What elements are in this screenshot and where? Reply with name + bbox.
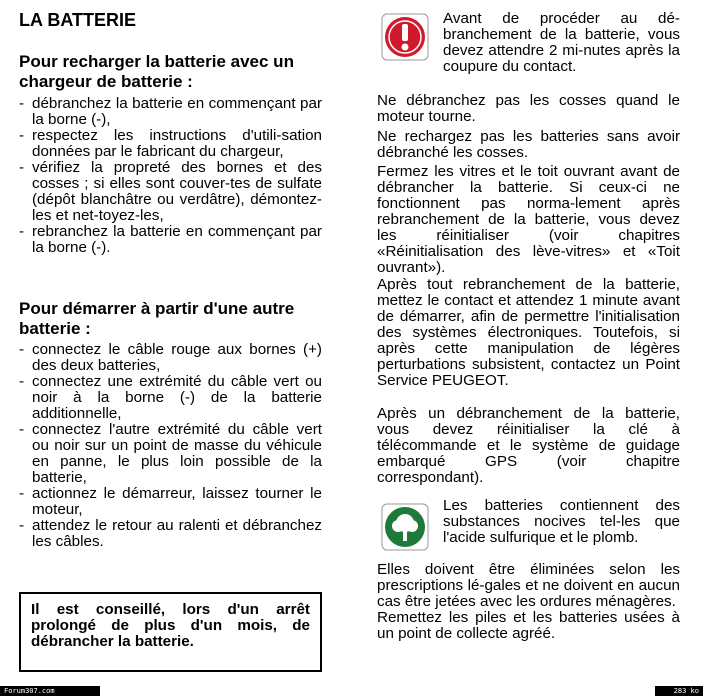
paragraph: Ne rechargez pas les batteries sans avoir débranché les cosses. [377,128,680,161]
list-item: - attendez le retour au ralenti et débranchez les câbles. [19,518,322,550]
list-item: - respectez les instructions d'utili-sation données par le fabricant du chargeur, [19,128,322,160]
list-item: - débranchez la batterie en commençant par la borne (-), [19,96,322,128]
environment-text-intro: Les batteries contiennent des substances nocives tel-les que l'acide sulfurique et le plomb. [443,497,680,546]
list-item: - actionnez le démarreur, laissez tourner le moteur, [19,486,322,518]
list-item: - connectez l'autre extrémité du câble vert ou noir sur un point de masse du véhicule en panne, le plus loin possible de la batterie, [19,422,322,486]
advice-box: Il est conseillé, lors d'un arrêt prolongé de plus d'un mois, de débrancher la batterie. [19,592,322,672]
warning-icon [380,12,430,62]
paragraph: Après un débranchement de la batterie, vous devez réinitialiser la clé à télécommande et le système de guidage embarqué GPS (voir chapitre correspondant). [377,405,680,486]
footer-source: Forum307.com [0,686,100,696]
warning-text: Avant de procéder au dé-branchement de la batterie, vous devez attendre 2 mi-nutes après la coupure du contact. [443,10,680,75]
environment-recycling-text: Remettez les piles et les batteries usées à un point de collecte agréé. [377,609,680,642]
list-item: - rebranchez la batterie en commençant par la borne (-). [19,224,322,256]
environment-tree-icon [380,502,430,552]
list-item: - vérifiez la propreté des bornes et des cosses ; si elles sont couver-tes de sulfate (dépôt blanchâtre ou verdâtre), démontez-les et net-toyez-les, [19,160,322,224]
paragraph: Ne débranchez pas les cosses quand le moteur tourne. [377,92,680,125]
boost-steps-list [19,342,322,550]
paragraph: Après tout rebranchement de la batterie, mettez le contact et attendez 1 minute avant de démarrer, afin de permettre l'initialisation des systèmes électroniques. Toutefois, si après cette manipulation de légères perturbations subsistent, contactez un Point Service PEUGEOT. [377,276,680,389]
paragraph: Fermez les vitres et le toit ouvrant avant de débrancher la batterie. Si ceux-ci ne fonctionnent pas norma-lement après rebranchement de la batterie, vous devez les réinitialiser (voir chapitres «Réinitialisation des lève-vitres» et «Toit ouvrant»). [377,163,680,276]
page-title: LA BATTERIE [19,10,136,30]
footer-size: 283 ko [655,686,703,696]
list-item: - connectez le câble rouge aux bornes (+) des deux batteries, [19,342,322,374]
list-item: - connectez une extrémité du câble vert ou noir à la borne (-) de la batterie additionnelle, [19,374,322,422]
section-recharge-title: Pour recharger la batterie avec un chargeur de batterie : [19,52,294,91]
section-boost-title: Pour démarrer à partir d'une autre batterie : [19,299,295,338]
environment-text: Elles doivent être éliminées selon les prescriptions lé-gales et ne doivent en aucun cas être jetées avec les ordures ménagères. [377,561,680,610]
recharge-steps-list [19,96,322,256]
